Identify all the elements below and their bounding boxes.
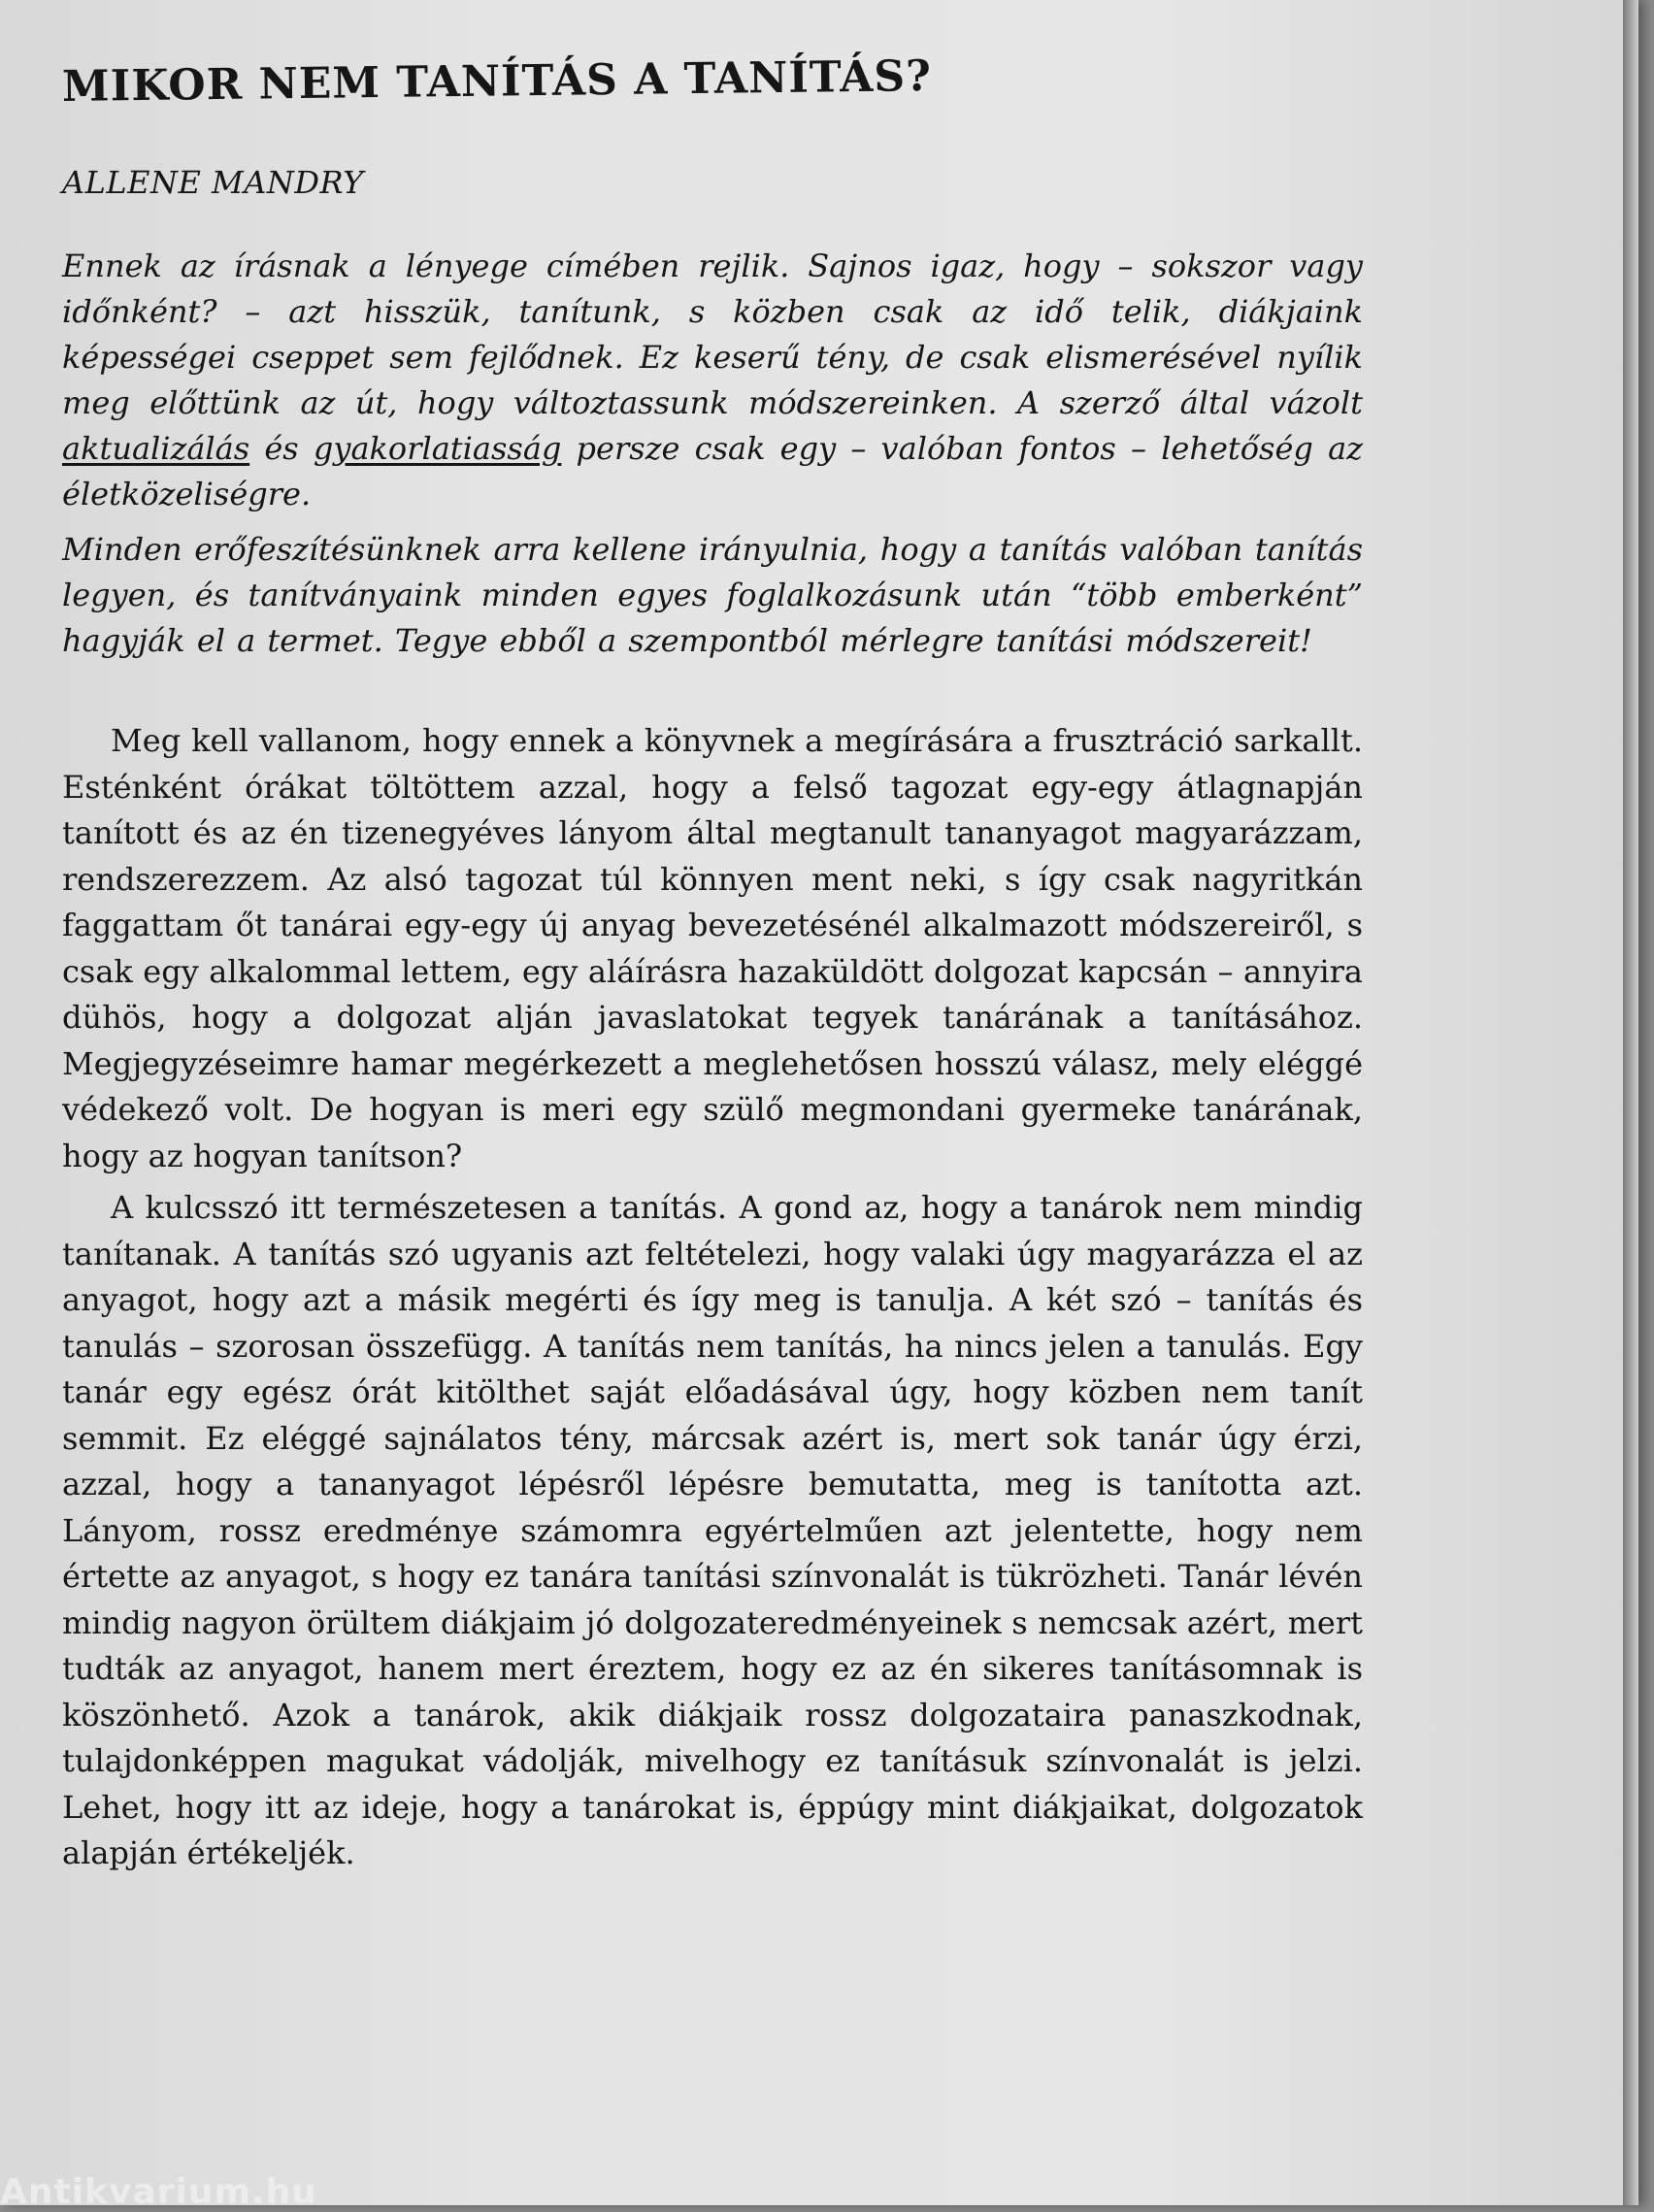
lead-paragraph-1 xyxy=(62,244,1363,517)
underlined-term-aktualizalas: aktualizálás xyxy=(62,430,250,467)
article-body xyxy=(62,718,1363,1877)
body-paragraph-2: A kulcsszó itt természetesen a tanítás. A gond az, hogy a tanárok nem mindig tanítanak. A tanítás szó ugyanis azt feltételezi, hogy valaki úgy magyarázza el az anyagot, hogy azt a másik megérti és így meg is tanulja. A két szó – tanítás és tanulás – szorosan összefügg. A tanítás nem tanítás, ha nincs jelen a tanulás. Egy tanár egy egész órát kitölthet saját előadásával úgy, hogy közben nem tanít semmit. Ez eléggé sajnálatos tény, márcsak azért is, mert sok tanár úgy érzi, azzal, hogy a tananyagot lépésről lépésre bemutatta, meg is tanította azt. Lányom, rossz eredménye számomra egyértelműen azt jelentette, hogy nem értette az anyagot, s hogy ez tanára tanítási színvonalát is tükrözheti. Tanár lévén mindig nagyon örültem diákjaim jó dolgozateredményeinek s nemcsak azért, mert tudták az anyagot, hanem mert éreztem, hogy ez az én sikeres tanításomnak is köszönhető. Azok a tanárok, akik diákjaik rossz dolgozataira panaszkodnak, tulajdonképpen magukat vádolják, mivelhogy ez tanításuk színvonalát is jelzi. Lehet, hogy itt az ideje, hogy a tanárokat is, éppúgy mint diákjaikat, dolgozatok alapján értékeljék. xyxy=(62,1189,1363,1871)
lead-text: Ennek az írásnak a lényege címében rejlik. Sajnos igaz, hogy – sokszor vagy időnként? – azt hisszük, tanítunk, s közben csak az idő telik, diákjaink képességei cseppet sem fejlődnek. Ez keserű tény, de csak elismerésével nyílik meg előttünk az út, hogy változtassunk módszereinken. A szerző által vázolt xyxy=(62,248,1363,421)
underlined-term-gyakorlatiassag: gyakorlatiasság xyxy=(313,430,562,467)
article-title: MIKOR NEM TANÍTÁS A TANÍTÁS? xyxy=(61,51,933,112)
watermark-text: Antikvarium.hu xyxy=(0,2172,317,2212)
lead-text: és xyxy=(249,430,314,467)
article xyxy=(62,47,1363,1883)
book-binding-edge xyxy=(1623,0,1638,2205)
lead-paragraph-2: Minden erőfeszítésünknek arra kellene irányulnia, hogy a tanítás valóban tanítás legyen, és tanítványaink minden egyes foglalkozásunk után “több emberként” hagyják el a termet. Tegye ebből a szempontból mérlegre tanítási módszereit! xyxy=(62,531,1363,659)
article-lead xyxy=(62,244,1363,664)
lead-text: persze csak egy – valóban fontos – lehetőség az életközeliségre. xyxy=(62,430,1364,512)
article-author: ALLENE MANDRY xyxy=(62,164,364,201)
body-paragraph-1: Meg kell vallanom, hogy ennek a könyvnek a megírására a frusztráció sarkallt. Esténként órákat töltöttem azzal, hogy a felső tagozat egy-egy átlagnapján tanított és az én tizenegyéves lányom által megtanult tananyagot magyarázzam, rendszerezzem. Az alsó tagozat túl könnyen ment neki, s így csak nagyritkán faggattam őt tanárai egy-egy új anyag bevezetésénél alkalmazott módszereiről, s csak egy alkalommal lettem, egy aláírásra hazaküldött dolgozat kapcsán – annyira dühös, hogy a dolgozat alján javaslatokat tegyek tanárának a tanításához. Megjegyzéseimre hamar megérkezett a meglehetősen hosszú válasz, mely eléggé védekező volt. De hogyan is meri egy szülő megmondani gyermeke tanárának, hogy az hogyan tanítson? xyxy=(62,722,1363,1174)
